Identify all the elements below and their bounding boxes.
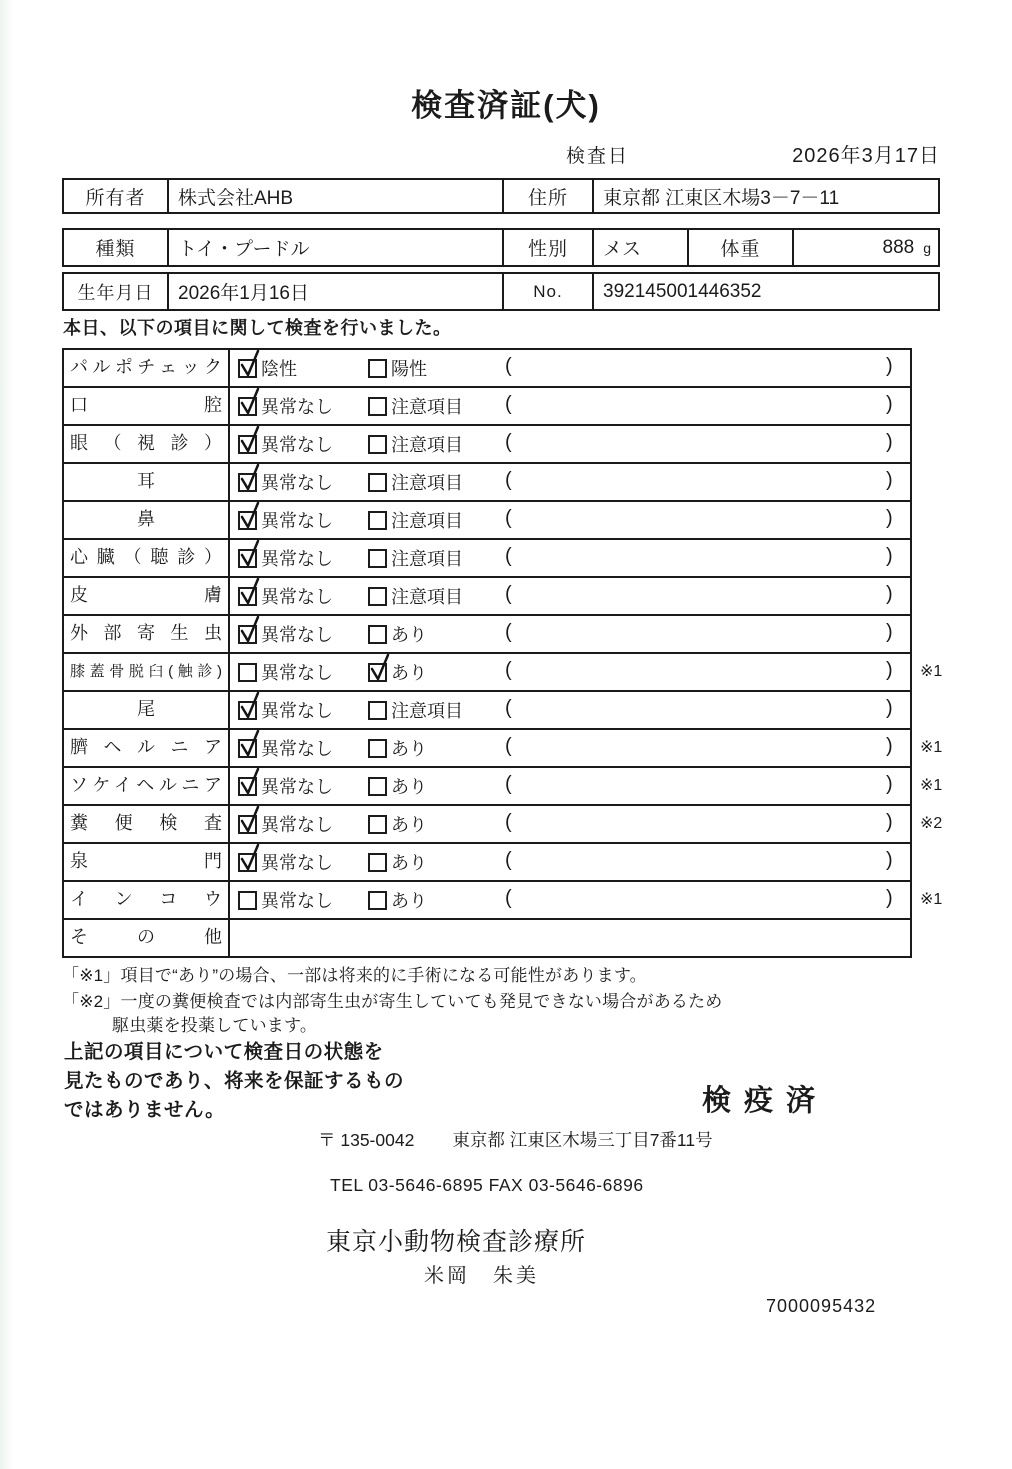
exam-item-label: 泉門 [64, 844, 230, 880]
option-primary [238, 578, 333, 614]
weight-unit: g [923, 239, 931, 256]
exam-item-options [230, 464, 910, 500]
option-primary [238, 806, 333, 842]
option-secondary-label: あり [391, 663, 427, 683]
option-primary-label: 異常なし [261, 625, 333, 645]
checklist-row [64, 502, 910, 540]
remarks-paren-open: ( [505, 393, 512, 415]
checkbox-icon [238, 435, 257, 454]
disclaimer-line-2: 見たものであり、将来を保証するもの [64, 1070, 405, 1092]
sex-label: 性別 [502, 230, 592, 265]
checkbox-icon [368, 777, 387, 796]
option-secondary-label: あり [391, 815, 427, 835]
checkbox-icon [368, 815, 387, 834]
remarks-paren-close: ) [886, 811, 893, 833]
remarks-paren-open: ( [505, 849, 512, 871]
checkbox-icon [238, 891, 257, 910]
option-secondary [368, 844, 427, 880]
checklist-row [64, 540, 910, 578]
id-number-value: 392145001446352 [592, 274, 942, 309]
note-marker: ※1 [920, 663, 943, 680]
option-primary-label: 異常なし [261, 815, 333, 835]
remarks-paren-open: ( [505, 887, 512, 909]
exam-item-options [230, 768, 910, 804]
checklist-row [64, 426, 910, 464]
option-primary [238, 426, 333, 462]
exam-item-options [230, 882, 910, 918]
option-secondary [368, 388, 463, 424]
option-primary [238, 464, 333, 500]
document-serial-number: 7000095432 [766, 1296, 877, 1316]
disclaimer-text [64, 1038, 404, 1125]
option-primary-label: 異常なし [261, 549, 333, 569]
option-secondary-label: 注意項目 [391, 511, 463, 531]
footnote-1: 「※1」項目で“あり”の場合、一部は将来的に手術になる可能性があります。 [62, 966, 647, 985]
option-secondary-label: 注意項目 [391, 397, 463, 417]
remarks-paren-close: ) [886, 697, 893, 719]
remarks-paren-close: ) [886, 507, 893, 529]
address-label: 住所 [502, 180, 592, 212]
checklist-row [64, 464, 910, 502]
remarks-paren-close: ) [886, 583, 893, 605]
exam-item-options [230, 388, 910, 424]
checkbox-icon [238, 853, 257, 872]
remarks-paren-close: ) [886, 431, 893, 453]
option-secondary-label: 注意項目 [391, 473, 463, 493]
checkbox-icon [238, 587, 257, 606]
checkbox-icon [238, 777, 257, 796]
checkbox-icon [238, 549, 257, 568]
checkmark-icon [238, 461, 261, 494]
checkbox-icon [368, 625, 387, 644]
option-secondary-label: あり [391, 777, 427, 797]
remarks-paren-open: ( [505, 469, 512, 491]
checkbox-icon [368, 701, 387, 720]
exam-item-label: 眼（視診） [64, 426, 230, 462]
checkbox-icon [368, 473, 387, 492]
note-marker: ※2 [920, 815, 943, 832]
option-primary [238, 882, 333, 918]
remarks-paren-open: ( [505, 697, 512, 719]
checklist-row [64, 654, 943, 692]
exam-item-label: 口腔 [64, 388, 230, 424]
option-secondary-label: あり [391, 891, 427, 911]
checkbox-icon [238, 511, 257, 530]
option-primary-label: 異常なし [261, 701, 333, 721]
checkmark-icon [238, 727, 261, 760]
exam-item-options [230, 844, 910, 880]
inspection-statement: 本日、以下の項目に関して検査を行いました。 [63, 318, 452, 338]
remarks-paren-open: ( [505, 507, 512, 529]
checklist-row [64, 578, 910, 616]
checkmark-icon [238, 689, 261, 722]
checklist-row [64, 920, 910, 956]
option-secondary [368, 464, 463, 500]
checkmark-icon [238, 575, 261, 608]
checklist-row [64, 806, 943, 844]
clinic-postal-code: 〒 135-0042 [318, 1130, 415, 1150]
checkmark-icon [238, 385, 261, 418]
option-primary [238, 616, 333, 652]
checkbox-icon [368, 663, 387, 682]
checkbox-icon [238, 739, 257, 758]
checkbox-icon [368, 587, 387, 606]
disclaimer-line-3: ではありません。 [64, 1099, 226, 1121]
exam-item-label: インコウ [64, 882, 230, 918]
option-primary-label: 異常なし [261, 587, 333, 607]
option-primary-label: 異常なし [261, 511, 333, 531]
clinic-name: 東京小動物検査診療所 [326, 1228, 587, 1256]
exam-item-label: 外部寄生虫 [64, 616, 230, 652]
birthdate-value: 2026年1月16日 [167, 274, 502, 309]
option-primary-label: 異常なし [261, 473, 333, 493]
option-primary [238, 768, 333, 804]
exam-item-label: 鼻 [64, 502, 230, 538]
remarks-paren-close: ) [886, 849, 893, 871]
option-secondary [368, 730, 427, 766]
exam-item-label: 糞便検査 [64, 806, 230, 842]
pet-info-table [62, 228, 940, 267]
inspection-date-label: 検査日 [566, 146, 630, 167]
checkmark-icon [238, 347, 261, 380]
remarks-paren-open: ( [505, 545, 512, 567]
option-primary-label: 異常なし [261, 397, 333, 417]
exam-item-options [230, 616, 910, 652]
checklist-table [62, 348, 943, 958]
weight-label: 体重 [687, 230, 792, 265]
footnote-2-continued: 駆虫薬を投薬しています。 [112, 1016, 318, 1035]
option-secondary-label: 注意項目 [391, 587, 463, 607]
footnote-2: 「※2」一度の糞便検査では内部寄生虫が寄生していても発見できない場合があるため [62, 992, 723, 1011]
exam-item-label: 膝蓋骨脱臼(触診) [64, 654, 230, 690]
checkbox-icon [238, 815, 257, 834]
option-primary-label: 異常なし [261, 891, 333, 911]
checkbox-icon [368, 891, 387, 910]
option-primary [238, 540, 333, 576]
checkbox-icon [238, 625, 257, 644]
weight-value-cell [792, 230, 942, 265]
exam-item-label: 皮膚 [64, 578, 230, 614]
remarks-paren-close: ) [886, 773, 893, 795]
option-primary-label: 異常なし [261, 739, 333, 759]
id-number-label: No. [502, 274, 592, 309]
checkbox-icon [238, 663, 257, 682]
option-primary-label: 異常なし [261, 663, 333, 683]
exam-item-label: ソケイヘルニア [64, 768, 230, 804]
option-secondary-label: あり [391, 853, 427, 873]
checkbox-icon [368, 739, 387, 758]
note-marker: ※1 [920, 891, 943, 908]
weight-value: 888 [882, 236, 915, 258]
option-secondary [368, 654, 427, 690]
option-primary [238, 502, 333, 538]
clinic-tel-fax: TEL 03-5646-6895 FAX 03-5646-6896 [330, 1175, 644, 1195]
remarks-paren-open: ( [505, 659, 512, 681]
checkbox-icon [238, 397, 257, 416]
disclaimer-line-1: 上記の項目について検査日の状態を [64, 1041, 384, 1063]
exam-item-options [230, 730, 910, 766]
exam-item-label: 心臓（聴診） [64, 540, 230, 576]
sex-value: メス [592, 230, 687, 265]
option-secondary-label: あり [391, 625, 427, 645]
checkbox-icon [368, 359, 387, 378]
checklist-row [64, 844, 910, 882]
checklist-row [64, 388, 910, 426]
checklist-row [64, 730, 943, 768]
remarks-paren-open: ( [505, 811, 512, 833]
option-secondary [368, 806, 427, 842]
owner-value: 株式会社AHB [167, 180, 502, 212]
checkbox-icon [238, 359, 257, 378]
checkmark-icon [238, 841, 261, 874]
remarks-paren-open: ( [505, 583, 512, 605]
exam-item-options [230, 920, 910, 956]
remarks-paren-close: ) [886, 659, 893, 681]
remarks-paren-open: ( [505, 773, 512, 795]
option-secondary-label: 注意項目 [391, 549, 463, 569]
checkbox-icon [368, 549, 387, 568]
remarks-paren-close: ) [886, 469, 893, 491]
exam-item-options [230, 350, 910, 386]
veterinarian-name: 米岡 朱美 [424, 1265, 539, 1287]
option-primary-label: 異常なし [261, 435, 333, 455]
checkbox-icon [368, 511, 387, 530]
clinic-address-line [318, 1127, 713, 1152]
birthdate-label: 生年月日 [77, 282, 154, 303]
exam-item-options [230, 540, 910, 576]
remarks-paren-close: ) [886, 545, 893, 567]
checkmark-icon [368, 651, 391, 684]
checklist-row [64, 616, 910, 654]
checklist-row [64, 882, 943, 920]
option-secondary [368, 578, 463, 614]
exam-item-label: パルポチェック [64, 350, 230, 386]
option-primary [238, 388, 333, 424]
option-primary-label: 陰性 [261, 359, 297, 379]
checkmark-icon [238, 423, 261, 456]
checkmark-icon [238, 613, 261, 646]
checkbox-icon [238, 473, 257, 492]
option-secondary [368, 616, 427, 652]
exam-item-options [230, 578, 910, 614]
remarks-paren-open: ( [505, 355, 512, 377]
exam-item-label: その他 [64, 920, 230, 956]
exam-item-options [230, 502, 910, 538]
remarks-paren-close: ) [886, 735, 893, 757]
checklist-row [64, 768, 943, 806]
option-secondary [368, 502, 463, 538]
remarks-paren-open: ( [505, 735, 512, 757]
option-secondary [368, 426, 463, 462]
option-primary [238, 692, 333, 728]
checkbox-icon [368, 853, 387, 872]
breed-label: 種類 [95, 239, 136, 260]
option-secondary [368, 692, 463, 728]
breed-value: トイ・プードル [167, 230, 502, 265]
remarks-paren-close: ) [886, 355, 893, 377]
quarantine-passed-stamp: 検疫済 [702, 1085, 829, 1117]
option-secondary-label: 注意項目 [391, 701, 463, 721]
remarks-paren-open: ( [505, 431, 512, 453]
option-primary-label: 異常なし [261, 853, 333, 873]
note-marker: ※1 [920, 739, 943, 756]
checklist-row [64, 350, 910, 388]
checkmark-icon [238, 499, 261, 532]
option-secondary [368, 540, 463, 576]
birth-no-table [62, 272, 940, 311]
option-secondary [368, 768, 427, 804]
checkbox-icon [238, 701, 257, 720]
owner-table [62, 178, 940, 214]
remarks-paren-close: ) [886, 621, 893, 643]
option-secondary-label: 陽性 [391, 359, 427, 379]
remarks-paren-close: ) [886, 887, 893, 909]
note-marker: ※1 [920, 777, 943, 794]
exam-item-options [230, 806, 910, 842]
option-secondary-label: 注意項目 [391, 435, 463, 455]
exam-item-label: 耳 [64, 464, 230, 500]
address-value: 東京都 江東区木場3－7－11 [592, 180, 942, 212]
checkmark-icon [238, 765, 261, 798]
exam-item-options [230, 654, 910, 690]
option-primary-label: 異常なし [261, 777, 333, 797]
option-primary [238, 350, 297, 386]
scan-edge-shadow [0, 0, 13, 1469]
remarks-paren-close: ) [886, 393, 893, 415]
clinic-address: 東京都 江東区木場三丁目7番11号 [452, 1130, 713, 1150]
checkbox-icon [368, 397, 387, 416]
remarks-paren-open: ( [505, 621, 512, 643]
option-secondary [368, 882, 427, 918]
option-primary [238, 844, 333, 880]
exam-item-label: 尾 [64, 692, 230, 728]
option-secondary [368, 350, 427, 386]
exam-item-label: 臍ヘルニア [64, 730, 230, 766]
checklist-row [64, 692, 910, 730]
option-primary [238, 730, 333, 766]
inspection-date-value: 2026年3月17日 [792, 145, 940, 167]
owner-label: 所有者 [85, 187, 146, 209]
option-secondary-label: あり [391, 739, 427, 759]
document-title: 検査済証(犬) [411, 88, 601, 123]
exam-item-options [230, 692, 910, 728]
checkmark-icon [238, 803, 261, 836]
option-primary [238, 654, 333, 690]
checkmark-icon [238, 537, 261, 570]
checkbox-icon [368, 435, 387, 454]
exam-item-options [230, 426, 910, 462]
